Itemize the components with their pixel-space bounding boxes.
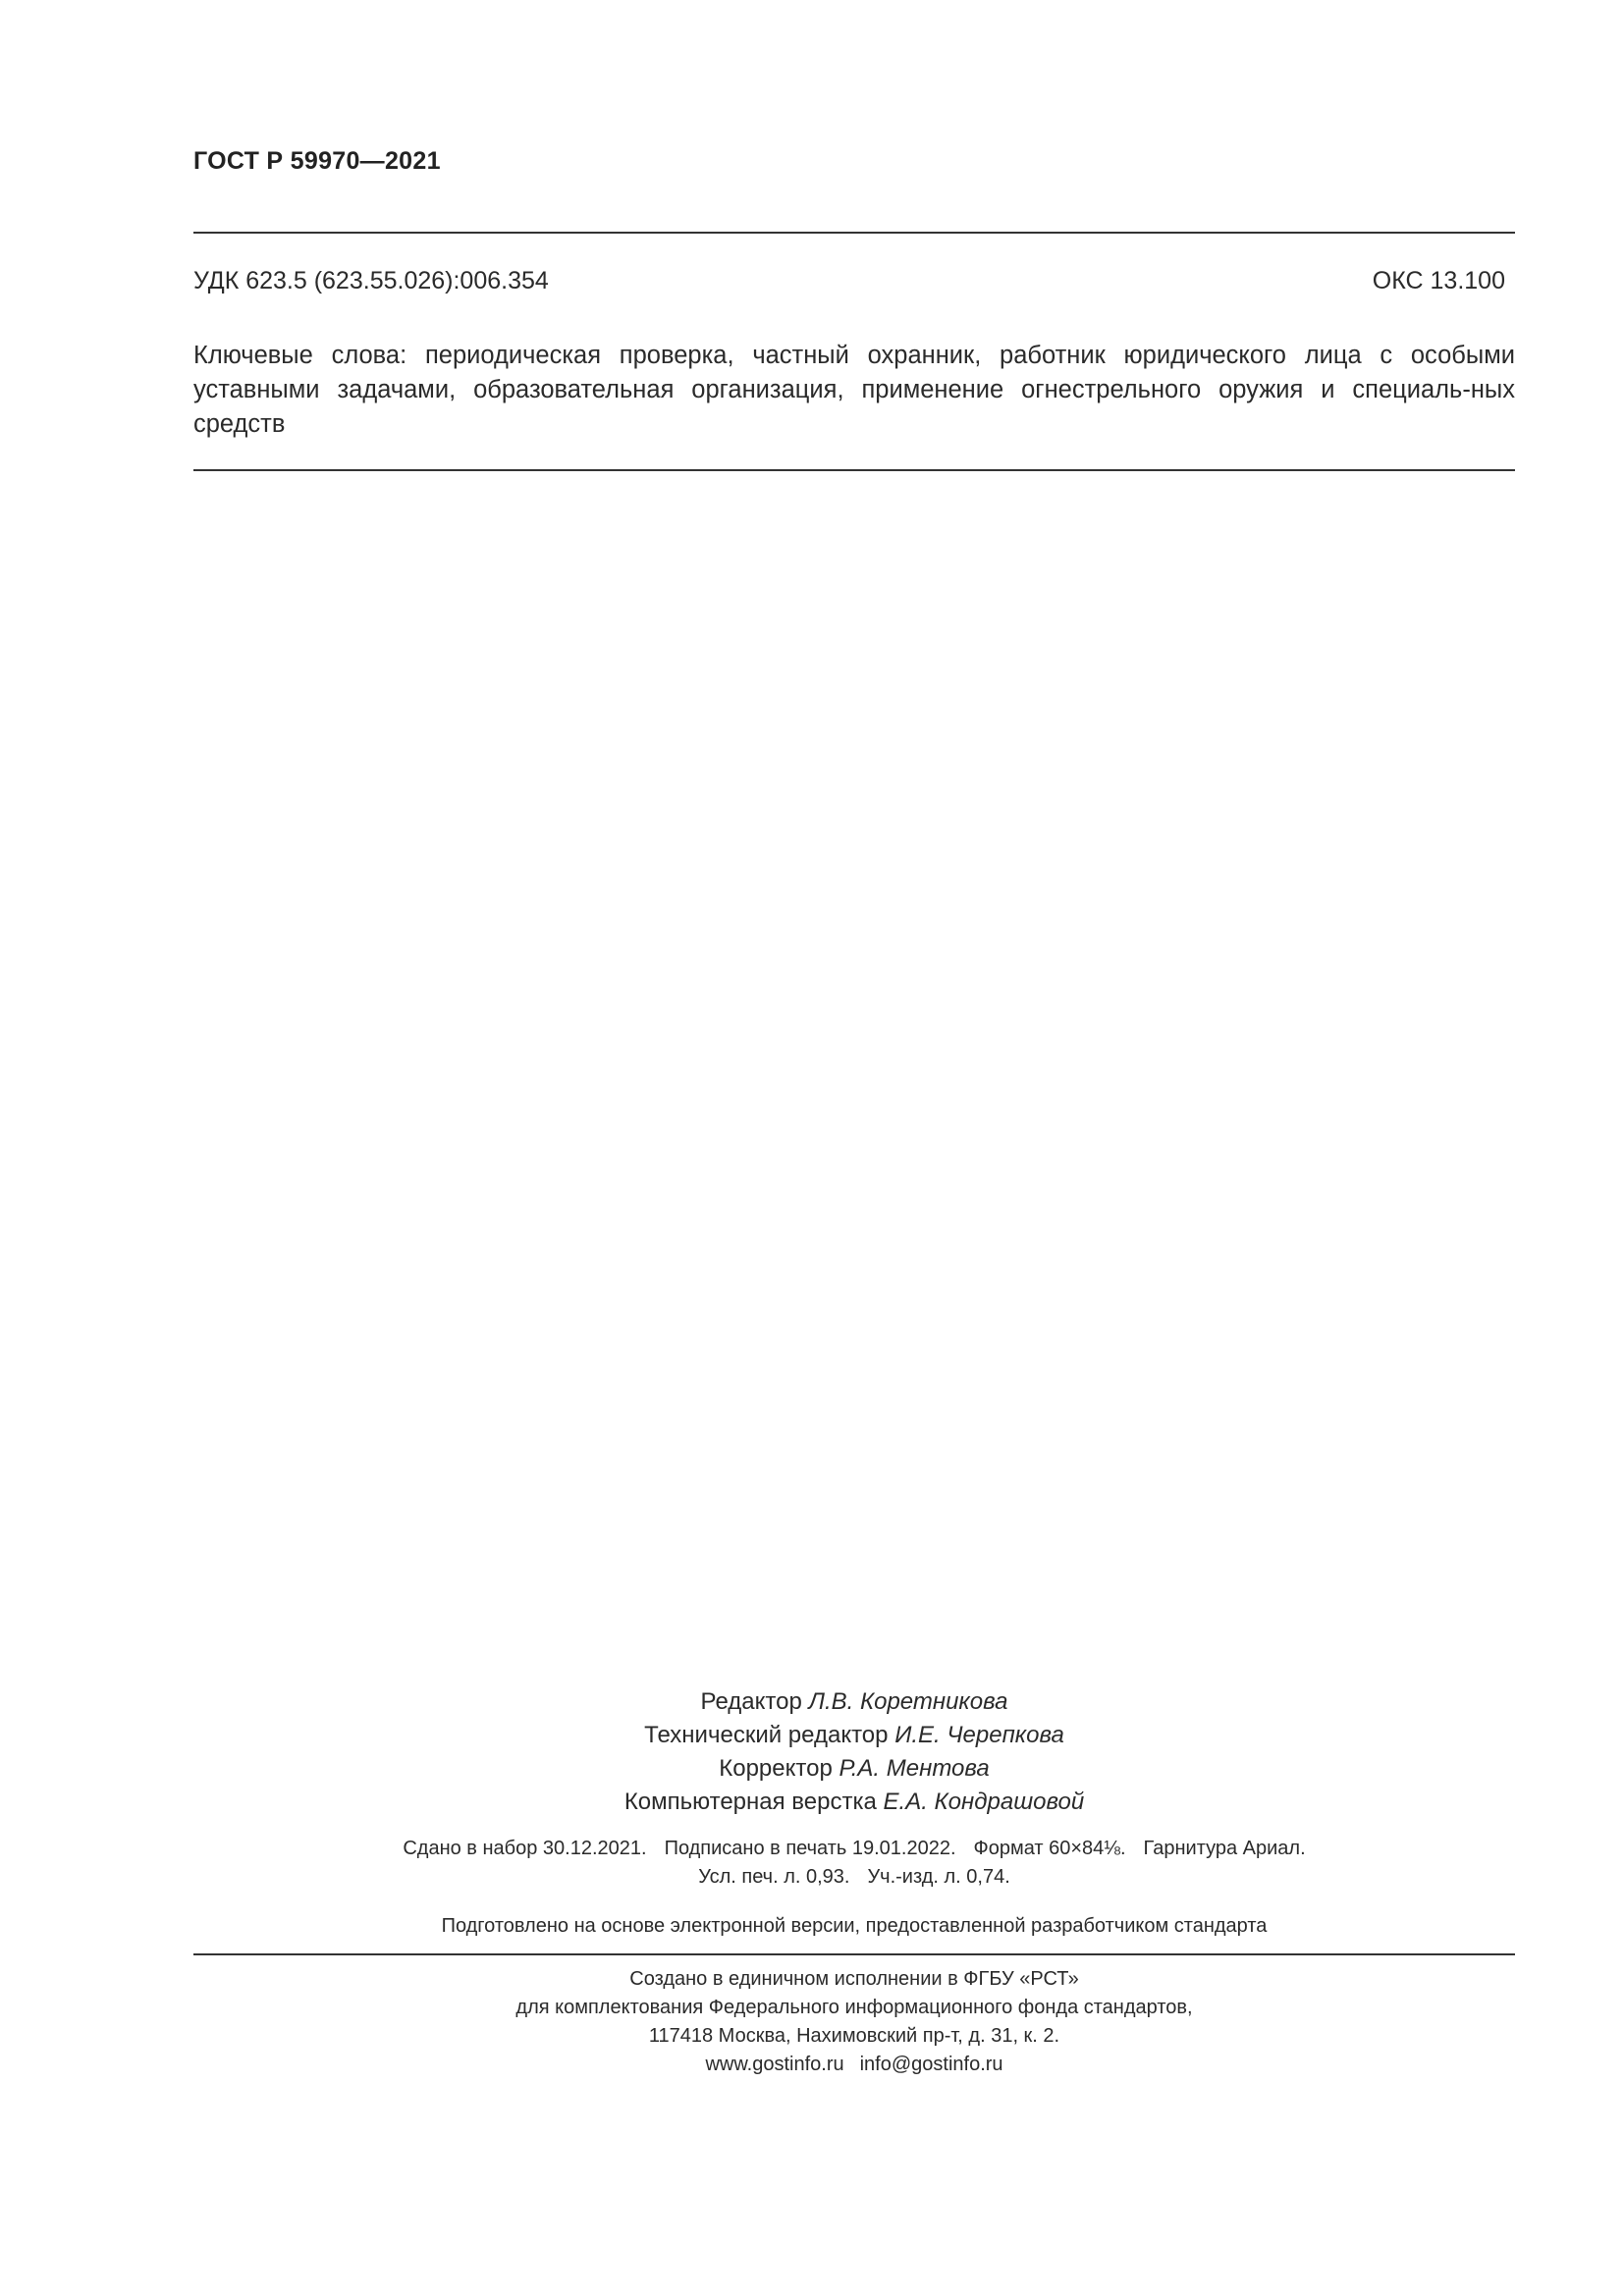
udk-code: УДК 623.5 (623.55.026):006.354 xyxy=(193,267,549,294)
tech-editor-name: И.Е. Черепкова xyxy=(894,1722,1064,1748)
publisher-sheets: Уч.-изд. л. 0,74. xyxy=(867,1866,1010,1888)
standard-code: ГОСТ Р 59970—2021 xyxy=(193,147,441,175)
prepared-note: Подготовлено на основе электронной версии, предоставленной разработчиком стандарта xyxy=(441,1915,1268,1937)
publication-line-1 xyxy=(0,1835,1624,1863)
footer-divider xyxy=(193,1953,1515,1955)
keywords-block xyxy=(193,339,1515,442)
footer-contacts xyxy=(0,2051,1624,2079)
typeface: Гарнитура Ариал. xyxy=(1143,1838,1306,1859)
keywords-divider xyxy=(193,469,1515,471)
credits-block xyxy=(0,1685,1624,1819)
publication-line-2 xyxy=(0,1863,1624,1892)
email-link[interactable]: info@gostinfo.ru xyxy=(859,2054,1003,2075)
footer-block xyxy=(0,1965,1624,2079)
submitted-date: Сдано в набор 30.12.2021. xyxy=(403,1838,647,1859)
layout-line xyxy=(0,1786,1624,1819)
proofreader-line xyxy=(0,1752,1624,1786)
layout-role: Компьютерная верстка xyxy=(623,1789,877,1815)
keywords-text: периодическая проверка, частный охранник, работник юридического лица с особыми уставными задачами, образовательная организация, применение огнестрельного оружия и специаль-ных средств xyxy=(193,342,1515,438)
footer-line-2: для комплектования Федерального информационного фонда стандартов, xyxy=(515,1997,1193,2018)
proofreader-name: Р.А. Ментова xyxy=(839,1755,990,1782)
print-format: Формат 60×84⅛. xyxy=(973,1838,1126,1859)
tech-editor-line xyxy=(0,1719,1624,1752)
footer-line-3: 117418 Москва, Нахимовский пр-т, д. 31, к. 2. xyxy=(648,2025,1060,2047)
footer-line-1: Создано в единичном исполнении в ФГБУ «РСТ» xyxy=(629,1968,1079,1990)
website-link[interactable]: www.gostinfo.ru xyxy=(705,2054,844,2075)
proofreader-role: Корректор xyxy=(719,1755,833,1782)
keywords-label: Ключевые слова: xyxy=(193,342,407,369)
layout-name: Е.А. Кондрашовой xyxy=(883,1789,1085,1815)
editor-line xyxy=(0,1685,1624,1719)
editor-role: Редактор xyxy=(700,1688,802,1715)
classification-row xyxy=(193,267,1505,295)
top-divider xyxy=(193,232,1515,234)
editor-name: Л.В. Коретникова xyxy=(808,1688,1008,1715)
tech-editor-role: Технический редактор xyxy=(644,1722,889,1748)
signed-date: Подписано в печать 19.01.2022. xyxy=(664,1838,956,1859)
publication-info xyxy=(0,1835,1624,1892)
print-sheets: Усл. печ. л. 0,93. xyxy=(698,1866,850,1888)
oks-code: ОКС 13.100 xyxy=(1372,267,1505,294)
